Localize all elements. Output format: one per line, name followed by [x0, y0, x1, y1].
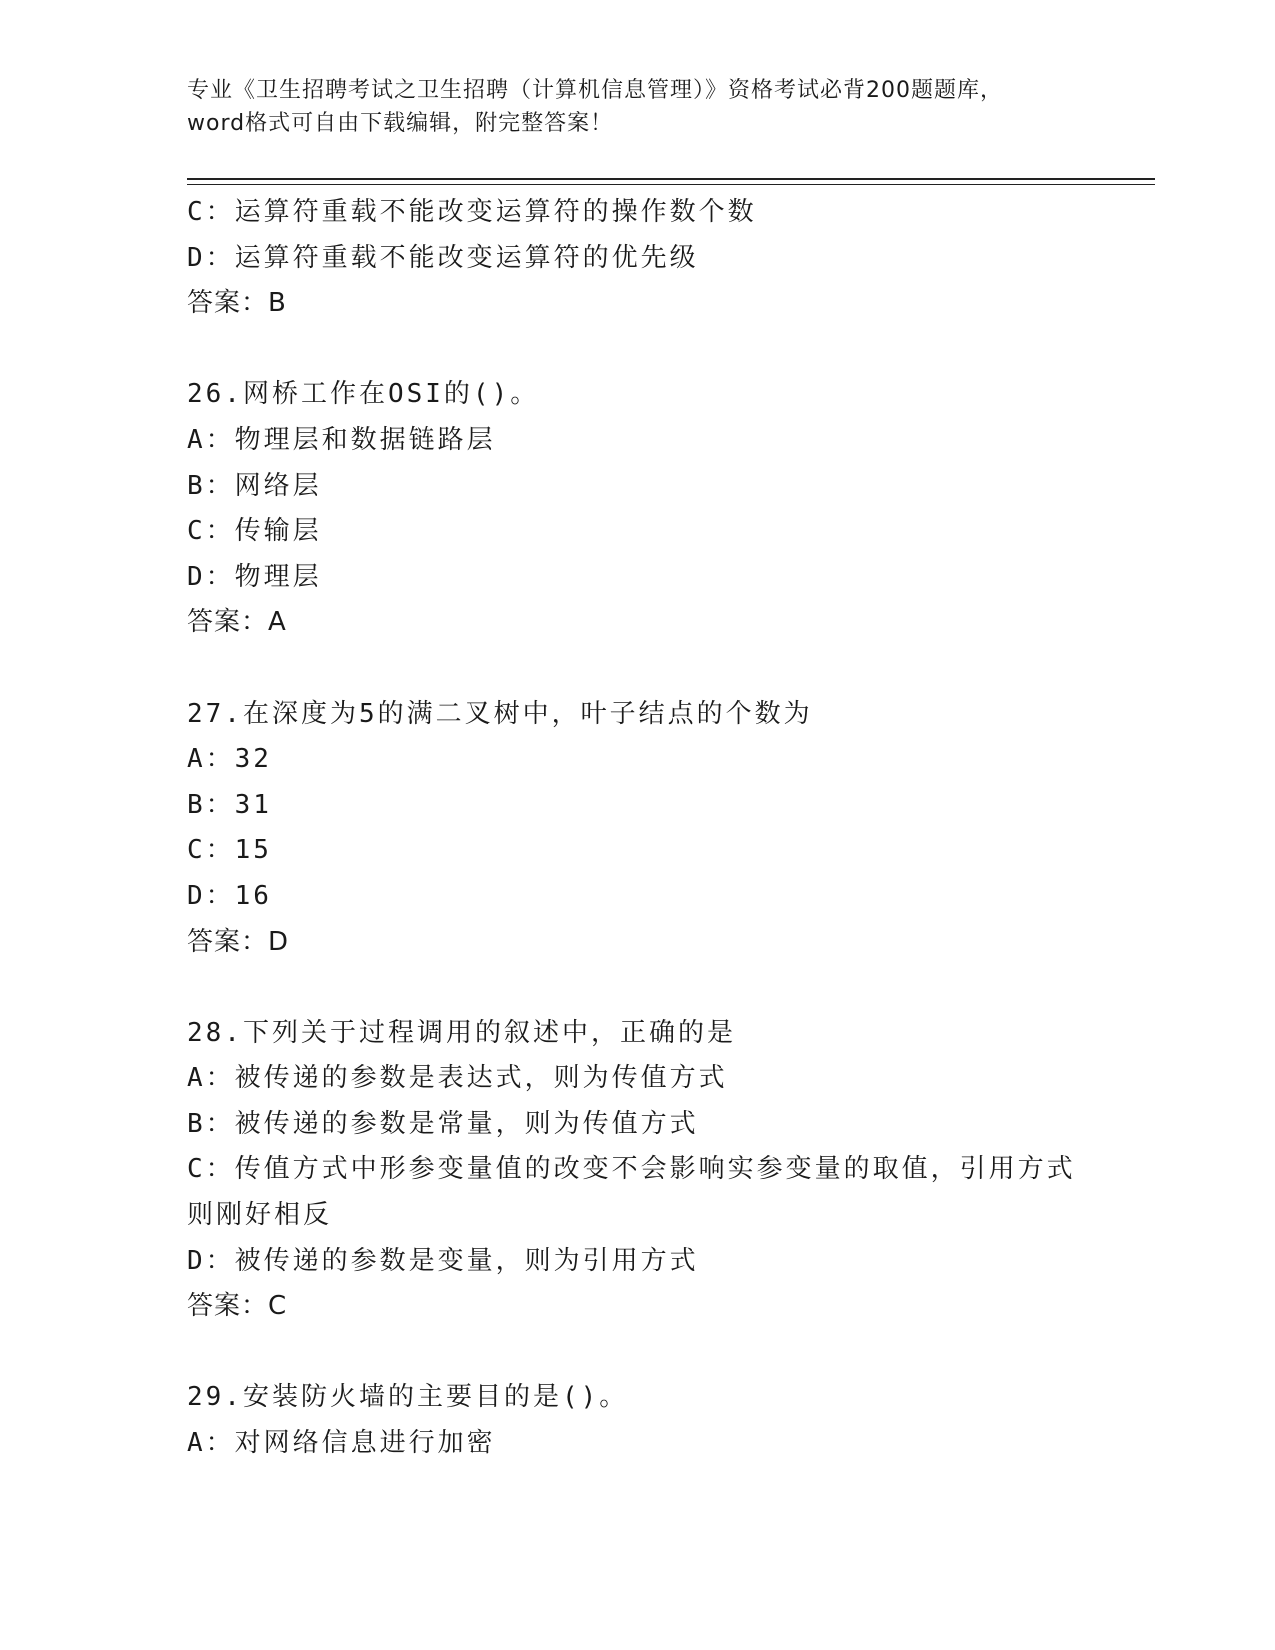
header-line-1: 专业《卫生招聘考试之卫生招聘（计算机信息管理）》资格考试必背200题题库，	[187, 78, 1003, 103]
option-d: D：16	[187, 880, 272, 911]
option-d: D：被传递的参数是变量，则为引用方式	[187, 1245, 699, 1276]
question-list	[187, 190, 1147, 1467]
question-text: 29.安装防火墙的主要目的是()。	[187, 1382, 629, 1413]
option-a: A：被传递的参数是表达式，则为传值方式	[187, 1063, 728, 1094]
option-c: C：15	[187, 835, 272, 866]
question-block-prev	[187, 190, 1147, 327]
answer-label: 答案：C	[187, 1291, 288, 1322]
option-b: B：网络层	[187, 470, 322, 501]
question-block-26	[187, 372, 1147, 646]
question-text: 26.网桥工作在OSI的()。	[187, 379, 540, 410]
option-b: B：31	[187, 789, 272, 820]
header-line-2: word格式可自由下载编辑，附完整答案！	[187, 111, 614, 136]
option-a: A：32	[187, 744, 272, 775]
header-divider-thin	[187, 184, 1155, 185]
answer-label: 答案：A	[187, 607, 287, 638]
question-text: 27.在深度为5的满二叉树中，叶子结点的个数为	[187, 698, 813, 729]
question-block-27	[187, 692, 1147, 966]
option-a: A：物理层和数据链路层	[187, 424, 496, 455]
question-text: 28.下列关于过程调用的叙述中，正确的是	[187, 1017, 736, 1048]
option-a: A：对网络信息进行加密	[187, 1428, 496, 1459]
option-d: D：物理层	[187, 561, 322, 592]
option-b: B：被传递的参数是常量，则为传值方式	[187, 1108, 699, 1139]
document-header	[187, 74, 1087, 140]
header-divider-thick	[187, 178, 1155, 180]
option-c: C：传输层	[187, 516, 322, 547]
option-c-continued: 则刚好相反	[187, 1200, 333, 1231]
option-d: D：运算符重载不能改变运算符的优先级	[187, 242, 699, 273]
answer-label: 答案：D	[187, 926, 290, 957]
option-c: C：传值方式中形参变量值的改变不会影响实参变量的取值，引用方式	[187, 1154, 1076, 1185]
answer-label: 答案：B	[187, 288, 287, 319]
option-c: C：运算符重载不能改变运算符的操作数个数	[187, 197, 757, 227]
question-block-28	[187, 1011, 1147, 1330]
question-block-29	[187, 1375, 1147, 1466]
